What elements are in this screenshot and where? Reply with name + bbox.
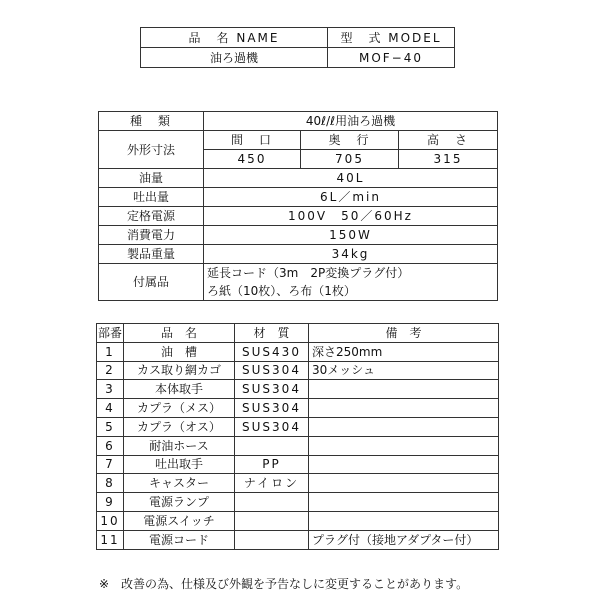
parts-header-material: 材 質 <box>235 324 309 343</box>
table-row <box>97 530 499 549</box>
table-row <box>97 399 499 418</box>
part-number: 5 <box>97 417 124 436</box>
part-note <box>309 436 499 455</box>
name-header: 品 名 NAME <box>141 28 328 48</box>
part-number: 4 <box>97 399 124 418</box>
part-number: 10 <box>97 511 124 530</box>
part-name: 吐出取手 <box>124 455 235 474</box>
product-name-table <box>140 27 455 68</box>
part-note: プラグ付（接地アダプター付） <box>309 530 499 549</box>
part-material: SUS430 <box>235 342 309 361</box>
model-header: 型 式 MODEL <box>328 28 455 48</box>
accessories-line-2: ろ紙（10枚）、ろ布（1枚） <box>207 284 356 298</box>
table-row <box>97 361 499 380</box>
part-name: カス取り網カゴ <box>124 361 235 380</box>
table-row <box>97 417 499 436</box>
part-material <box>235 511 309 530</box>
parts-header-no: 部番 <box>97 324 124 343</box>
accessories-label: 付属品 <box>99 264 204 301</box>
part-name: 本体取手 <box>124 380 235 399</box>
weight-value: 34kg <box>204 245 498 264</box>
part-name: 油 槽 <box>124 342 235 361</box>
parts-header-name: 品 名 <box>124 324 235 343</box>
product-model: MOF−40 <box>328 48 455 68</box>
oil-label: 油量 <box>99 169 204 188</box>
discharge-value: 6L／min <box>204 188 498 207</box>
consumption-label: 消費電力 <box>99 226 204 245</box>
table-row <box>97 455 499 474</box>
part-material: SUS304 <box>235 417 309 436</box>
part-number: 8 <box>97 474 124 493</box>
part-name: 電源コード <box>124 530 235 549</box>
part-name: 電源スイッチ <box>124 511 235 530</box>
consumption-value: 150W <box>204 226 498 245</box>
part-material: PP <box>235 455 309 474</box>
part-number: 6 <box>97 436 124 455</box>
part-number: 11 <box>97 530 124 549</box>
accessories-value <box>204 264 498 301</box>
table-row <box>97 493 499 512</box>
depth-value: 705 <box>301 150 399 169</box>
part-name: 耐油ホース <box>124 436 235 455</box>
table-row <box>97 474 499 493</box>
depth-label: 奥 行 <box>301 131 399 150</box>
part-note <box>309 474 499 493</box>
part-name: カプラ（メス） <box>124 399 235 418</box>
part-number: 9 <box>97 493 124 512</box>
part-note <box>309 493 499 512</box>
part-note <box>309 380 499 399</box>
part-note <box>309 417 499 436</box>
type-label: 種 類 <box>99 112 204 131</box>
table-row <box>97 511 499 530</box>
product-name: 油ろ過機 <box>141 48 328 68</box>
oil-value: 40L <box>204 169 498 188</box>
parts-header-note: 備 考 <box>309 324 499 343</box>
power-supply-value: 100V 50／60Hz <box>204 207 498 226</box>
part-number: 1 <box>97 342 124 361</box>
height-value: 315 <box>399 150 498 169</box>
part-material: ナイロン <box>235 474 309 493</box>
part-note <box>309 511 499 530</box>
power-supply-label: 定格電源 <box>99 207 204 226</box>
part-material: SUS304 <box>235 361 309 380</box>
part-name: カプラ（オス） <box>124 417 235 436</box>
parts-body <box>97 342 499 549</box>
part-number: 7 <box>97 455 124 474</box>
part-material <box>235 530 309 549</box>
part-material <box>235 493 309 512</box>
part-material: SUS304 <box>235 399 309 418</box>
height-label: 高 さ <box>399 131 498 150</box>
part-number: 2 <box>97 361 124 380</box>
part-note: 深さ250mm <box>309 342 499 361</box>
part-material <box>235 436 309 455</box>
width-label: 間 口 <box>204 131 301 150</box>
spec-table <box>98 111 498 301</box>
part-note <box>309 399 499 418</box>
dims-label: 外形寸法 <box>99 131 204 169</box>
width-value: 450 <box>204 150 301 169</box>
table-row <box>97 436 499 455</box>
part-name: キャスター <box>124 474 235 493</box>
part-note <box>309 455 499 474</box>
part-material: SUS304 <box>235 380 309 399</box>
footnote: ※ 改善の為、仕様及び外観を予告なしに変更することがあります。 <box>99 577 469 591</box>
part-number: 3 <box>97 380 124 399</box>
weight-label: 製品重量 <box>99 245 204 264</box>
parts-table <box>96 323 499 550</box>
part-note: 30メッシュ <box>309 361 499 380</box>
part-name: 電源ランプ <box>124 493 235 512</box>
table-row <box>97 342 499 361</box>
accessories-line-1: 延長コード（3m 2P変換プラグ付） <box>207 266 410 280</box>
table-row <box>97 380 499 399</box>
type-value: 40ℓ/ℓ用油ろ過機 <box>204 112 498 131</box>
discharge-label: 吐出量 <box>99 188 204 207</box>
